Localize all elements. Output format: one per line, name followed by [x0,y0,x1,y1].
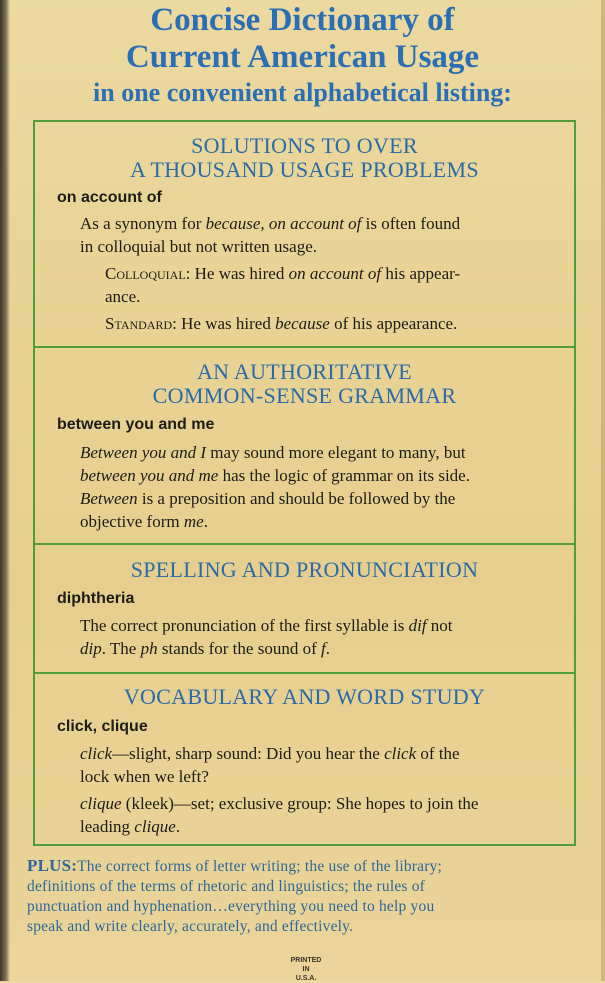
printed-in-usa-stamp: PRINTED IN U.S.A. [290,957,322,982]
section-heading: COMMON-SENSE GRAMMAR [152,383,457,408]
section-heading: VOCABULARY AND WORD STUDY [123,684,486,709]
entry-definition: As a synonym for because, on account of is often found in colloquial but not written usage. [80,214,461,256]
book-spine-edge [0,0,10,981]
section-heading: SOLUTIONS TO OVER [191,133,418,158]
section-spelling [33,543,576,672]
example-standard: Standard: He was hired because of his appearance. [105,314,458,333]
entry-definition-click: click—slight, sharp sound: Did you hear the click of the lock when we left? [80,744,460,786]
example-colloquial: Colloquial: He was hired on account of his appear- ance. [105,264,461,306]
title-line-2: Current American Usage [125,39,480,75]
plus-paragraph: PLUS:The correct forms of letter writing; the use of the library; definitions of the terms of rhetoric and linguistics; the rules of punctuation and hyphenation…everything you need to help you speak and write clearly, accurately, and effectively. [27,856,443,935]
entry-definition: Between you and I may sound more elegant to many, but between you and me has the logic of grammar on its side. Between is a preposition and should be followed by the objective form me. [80,443,470,531]
entry-definition-clique: clique (kleek)—set; exclusive group: She hopes to join the leading clique. [80,794,479,836]
section-heading: AN AUTHORITATIVE [196,359,413,384]
entry-term: between you and me [57,416,215,433]
entry-term: diphtheria [57,590,135,607]
section-grammar [33,346,576,543]
entry-term: click, clique [57,718,148,735]
section-heading: A THOUSAND USAGE PROBLEMS [130,157,479,182]
section-usage-problems [33,120,576,346]
page-edge [601,0,605,981]
title-line-1: Concise Dictionary of [150,2,455,38]
plus-label: PLUS: [27,856,78,875]
section-vocabulary [33,672,576,846]
entry-definition: The correct pronunciation of the first syllable is dif not dip. The ph stands for the sound of f. [80,616,453,658]
entry-term: on account of [57,189,162,206]
title-subtitle: in one convenient alphabetical listing: [93,78,512,107]
section-heading: SPELLING AND PRONUNCIATION [130,557,479,582]
